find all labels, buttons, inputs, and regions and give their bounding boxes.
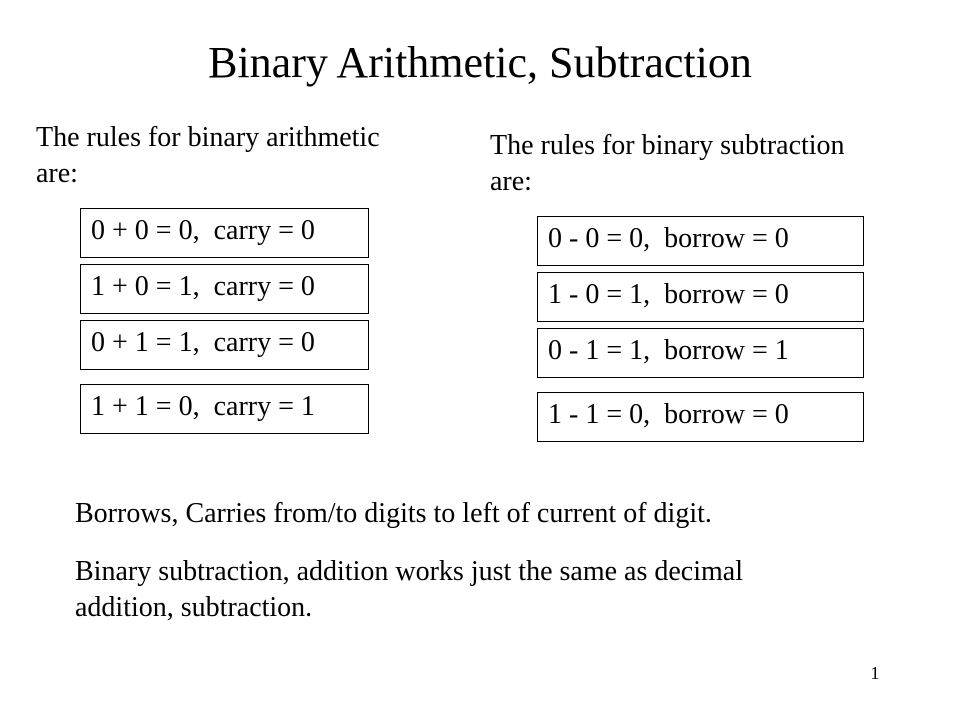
rule-expression: 0 + 1 = bbox=[91, 327, 172, 358]
addition-intro-line-1: The rules for binary arithmetic bbox=[36, 122, 380, 153]
addition-rule-box bbox=[80, 384, 369, 434]
note-borrows-carries bbox=[75, 496, 712, 532]
note-line: addition, subtraction. bbox=[75, 592, 313, 623]
rule-expression: 0 + 0 = bbox=[91, 215, 172, 246]
rule-expression: 1 + 0 = bbox=[91, 271, 172, 302]
rule-result: 1, bbox=[178, 327, 200, 358]
page-number: 1 bbox=[870, 663, 880, 683]
addition-rule-box bbox=[80, 320, 369, 370]
rule-expression: 1 - 1 = bbox=[548, 399, 623, 430]
slide-title: Binary Arithmetic, Subtraction bbox=[208, 38, 752, 87]
rule-result: 1, bbox=[178, 271, 200, 302]
rule-carry: carry = 0 bbox=[213, 327, 315, 358]
subtraction-rule-box bbox=[537, 272, 864, 322]
rule-result: 0, bbox=[629, 399, 651, 430]
addition-rule-box bbox=[80, 264, 369, 314]
subtraction-rule-box bbox=[537, 328, 864, 378]
subtraction-intro-line-2: are: bbox=[490, 166, 532, 197]
rule-result: 1, bbox=[629, 279, 651, 310]
rule-result: 0, bbox=[178, 215, 200, 246]
rule-expression: 0 - 0 = bbox=[548, 223, 623, 254]
subtraction-rule-box bbox=[537, 216, 864, 266]
addition-rule-box bbox=[80, 208, 369, 258]
rule-carry: carry = 0 bbox=[213, 215, 315, 246]
rule-carry: carry = 1 bbox=[213, 391, 315, 422]
rule-result: 1, bbox=[629, 335, 651, 366]
rule-borrow: borrow = 1 bbox=[664, 335, 789, 366]
rule-result: 0, bbox=[178, 391, 200, 422]
rule-borrow: borrow = 0 bbox=[664, 399, 789, 430]
rule-result: 0, bbox=[629, 223, 651, 254]
rule-borrow: borrow = 0 bbox=[664, 223, 789, 254]
note-subtraction-addition bbox=[75, 554, 743, 626]
rule-carry: carry = 0 bbox=[213, 271, 315, 302]
addition-intro-line-2: are: bbox=[36, 158, 78, 189]
rule-expression: 1 + 1 = bbox=[91, 391, 172, 422]
rule-expression: 1 - 0 = bbox=[548, 279, 623, 310]
subtraction-rule-box bbox=[537, 392, 864, 442]
note-line: Binary subtraction, addition works just the same as decimal bbox=[75, 556, 743, 587]
note-line: Borrows, Carries from/to digits to left of current of digit. bbox=[75, 498, 712, 529]
subtraction-intro bbox=[490, 128, 845, 200]
rule-borrow: borrow = 0 bbox=[664, 279, 789, 310]
rule-expression: 0 - 1 = bbox=[548, 335, 623, 366]
subtraction-intro-line-1: The rules for binary subtraction bbox=[490, 130, 845, 161]
addition-intro bbox=[36, 120, 380, 192]
